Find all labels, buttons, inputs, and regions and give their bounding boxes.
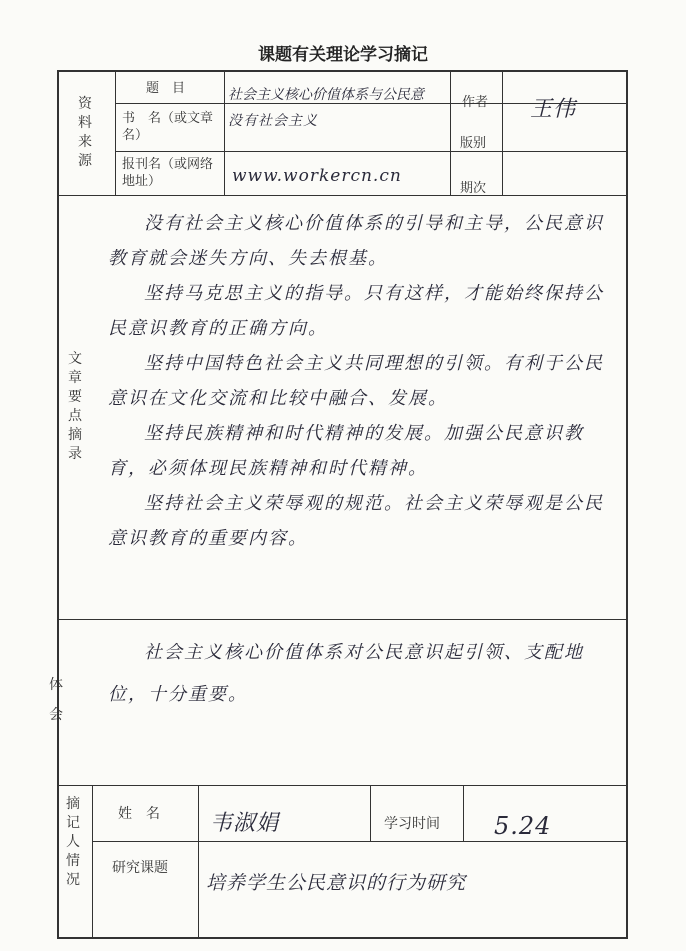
- divider: [198, 785, 199, 939]
- divider: [450, 70, 451, 195]
- journal-label: 报刊名（或网络地址）: [122, 157, 214, 189]
- recorder-section-label: 摘记人情况: [66, 796, 80, 888]
- study-time-value: 5.24: [494, 812, 552, 840]
- research-label: 研究课题: [112, 860, 168, 876]
- summary-paragraph: 坚持民族精神和时代精神的发展。加强公民意识教育，必须体现民族精神和时代精神。: [108, 423, 584, 479]
- journal-value: www.workercn.cn: [232, 166, 402, 186]
- divider: [57, 619, 628, 620]
- topic-label: 题 目: [146, 81, 186, 96]
- book-label: 书 名（或文章名）: [122, 111, 214, 143]
- reflection-section-label: 体会: [49, 677, 63, 723]
- name-label: 姓 名: [118, 806, 160, 822]
- divider: [57, 195, 628, 196]
- divider: [115, 70, 116, 195]
- research-value: 培养学生公民意识的行为研究: [206, 872, 467, 894]
- name-value: 韦淑娟: [210, 811, 280, 836]
- author-label: 作者: [462, 95, 489, 110]
- summary-paragraph: 坚持马克思主义的指导。只有这样，才能始终保持公民意识教育的正确方向。: [108, 283, 604, 339]
- divider: [502, 70, 503, 195]
- reflection-text: 社会主义核心价值体系对公民意识起引领、支配地位，十分重要。: [108, 642, 584, 705]
- author-value: 王伟: [530, 97, 577, 122]
- source-section-label: 资料来源: [78, 96, 92, 169]
- divider: [57, 785, 628, 786]
- edition-label: 版别: [460, 136, 487, 151]
- topic-value: 社会主义核心价值体系与公民意: [228, 87, 424, 103]
- divider: [224, 70, 225, 195]
- divider: [463, 785, 464, 841]
- summary-paragraph: 没有社会主义核心价值体系的引导和主导，公民意识教育就会迷失方向、失去根基。: [108, 213, 604, 269]
- divider: [92, 841, 628, 842]
- divider: [92, 785, 93, 939]
- page-title: 课题有关理论学习摘记: [258, 45, 428, 65]
- summary-text: [108, 206, 618, 556]
- issue-label: 期次: [460, 181, 487, 196]
- book-value: 没有社会主义: [228, 113, 318, 129]
- divider: [115, 151, 628, 152]
- divider: [370, 785, 371, 841]
- summary-paragraph: 坚持中国特色社会主义共同理想的引领。有利于公民意识在文化交流和比较中融合、发展。: [108, 353, 604, 409]
- study-time-label: 学习时间: [384, 816, 440, 832]
- summary-paragraph: 坚持社会主义荣辱观的规范。社会主义荣辱观是公民意识教育的重要内容。: [108, 493, 604, 549]
- summary-section-label: 文章要点摘录: [68, 351, 82, 462]
